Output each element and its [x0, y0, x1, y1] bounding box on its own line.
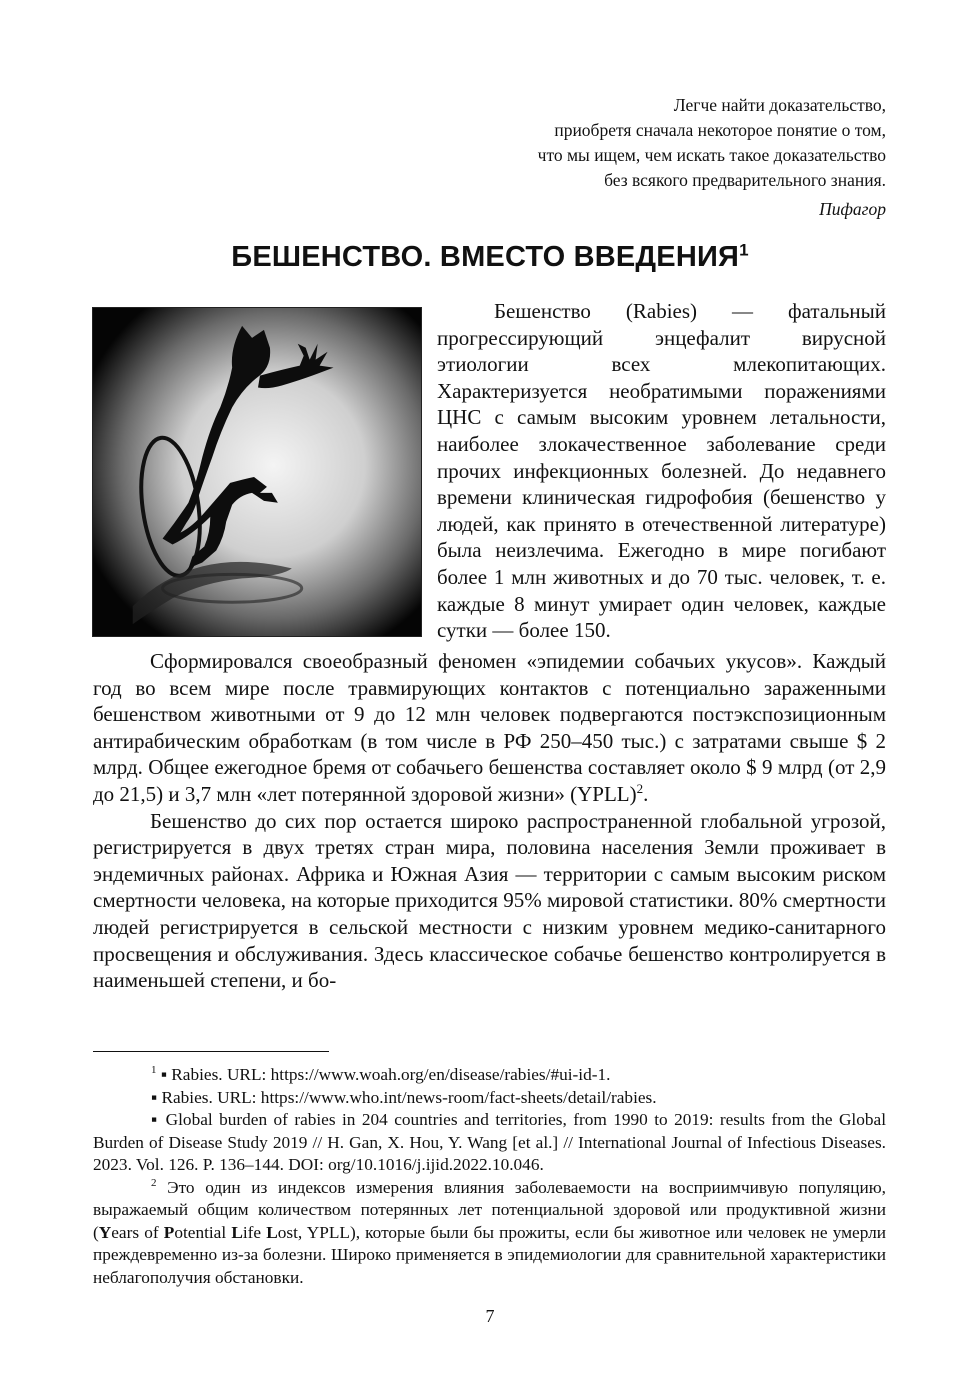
footnote-separator — [93, 1051, 329, 1052]
footnote-ref-1: 1 — [739, 240, 749, 260]
intro-paragraph: Бешенство (Rabies) — фатальный прогрессирующий энцефалит вирусной этиологии всех млекопитающих. Характеризуется необратимыми поражениями ЦНС с самым высоким уровнем летальности, наиболее злокачественное заболевание среди прочих инфекционных болезней. До недавнего времени клиническая гидрофобия (бешенство у людей, как принято в отечественной литературе) была неизлечима. Ежегодно в мире погибают более 1 млн животных и до 70 тыс. человек, т. е. каждые 8 минут умирает один человек, каждые сутки — более 150. — [437, 299, 886, 643]
footnote-1-item: ▪ Global burden of rabies in 204 countries and territories, from 1990 to 2019: results from the Global Burden of Disease Study 2019 // H. Gan, X. Hou, Y. Wang [et al.] // International Journal of Infectious Diseases. 2023. Vol. 126. P. 136–144. DOI: org/10.1016/j.ijid.2022.10.046. — [93, 1110, 886, 1174]
chapter-title-text: БЕШЕНСТВО. ВМЕСТО ВВЕДЕНИЯ — [231, 241, 740, 273]
epigraph-line: без всякого предварительного знания. — [604, 170, 886, 190]
paragraph — [93, 648, 886, 808]
paragraph-end: . — [643, 781, 649, 806]
silhouette-illustration — [93, 308, 421, 636]
page-number: 7 — [485, 1306, 495, 1326]
footnote-1-item: ▪ Rabies. URL: https://www.who.int/news-room/fact-sheets/detail/rabies. — [151, 1087, 657, 1107]
abbr-rest: ears of — [111, 1222, 164, 1242]
footnote-mark: 2 — [151, 1176, 157, 1189]
epigraph-line: приобретя сначала некоторое понятие о том, — [554, 120, 886, 140]
chapter-title — [0, 241, 980, 274]
silhouette-photo — [92, 307, 422, 637]
abbr-letter: Y — [98, 1222, 112, 1242]
footnote-mark: 1 — [151, 1064, 157, 1077]
footnote-1 — [93, 1064, 886, 1087]
epigraph-author: Пифагор — [819, 199, 886, 219]
footnote-ref-2: 2 — [636, 780, 644, 796]
footnote-text: ▪ Rabies. URL: https://www.woah.org/en/disease/rabies/#ui-id-1. — [160, 1065, 611, 1084]
abbr-rest: ife — [242, 1222, 267, 1242]
epigraph-line: Легче найти доказательство, — [673, 95, 886, 115]
epigraph-line: что мы ищем, чем искать такое доказательство — [537, 145, 886, 165]
main-text — [93, 648, 886, 994]
paragraph-text: Сформировался своеобразный феномен «эпидемии собачьих укусов». Каждый год во всем мире после травмирующих контактов с потенциально зараженными бешенством животными от 9 до 12 млн человек подвергаются постэкспозиционным антирабическим обработкам (в том числе в РФ 250–450 тыс.) с затратами свыше $ 2 млрд. Общее ежегодное бремя от собачьего бешенства составляет около $ 9 млрд (от 2,9 до 21,5) и 3,7 млн «лет потерянной здоровой жизни» (YPLL) — [93, 649, 886, 806]
footnote-text: Это один из индексов измерения влияния заболеваемости на восприимчивую популяцию, выражаемый общим количеством потерянных лет потенциальной здоровой или продуктивной жизни ( — [93, 1177, 886, 1242]
paragraph: Бешенство до сих пор остается широко распространенной глобальной угрозой, регистрируется в двух третях стран мира, половина населения Земли проживает в эндемичных районах. Африка и Южная Азия — территории с самым высоким риском смертности человека, на которые приходится 95% мировой статистики. 80% смертности людей регистрируется в сельской местности с низким уровнем медико-санитарного просвещения и обслуживания. Здесь классическое собачье бешенство контролируется в наименьшей степени, и бо- — [93, 808, 886, 993]
abbr-letter: L — [266, 1222, 278, 1242]
epigraph — [538, 93, 886, 222]
footnotes — [93, 1064, 886, 1289]
abbr-letter: P — [163, 1222, 175, 1242]
abbr-letter: L — [231, 1222, 243, 1242]
footnote-text: ost, YPLL), которые были бы прожиты, если бы животное или человек не умерли преждевременно из-за болезни. Широко применяется в эпидемиологии для сравнительной характеристики неблагополучия обстановки. — [93, 1222, 887, 1287]
footnote-2 — [93, 1177, 886, 1290]
abbr-rest: otential — [174, 1222, 232, 1242]
